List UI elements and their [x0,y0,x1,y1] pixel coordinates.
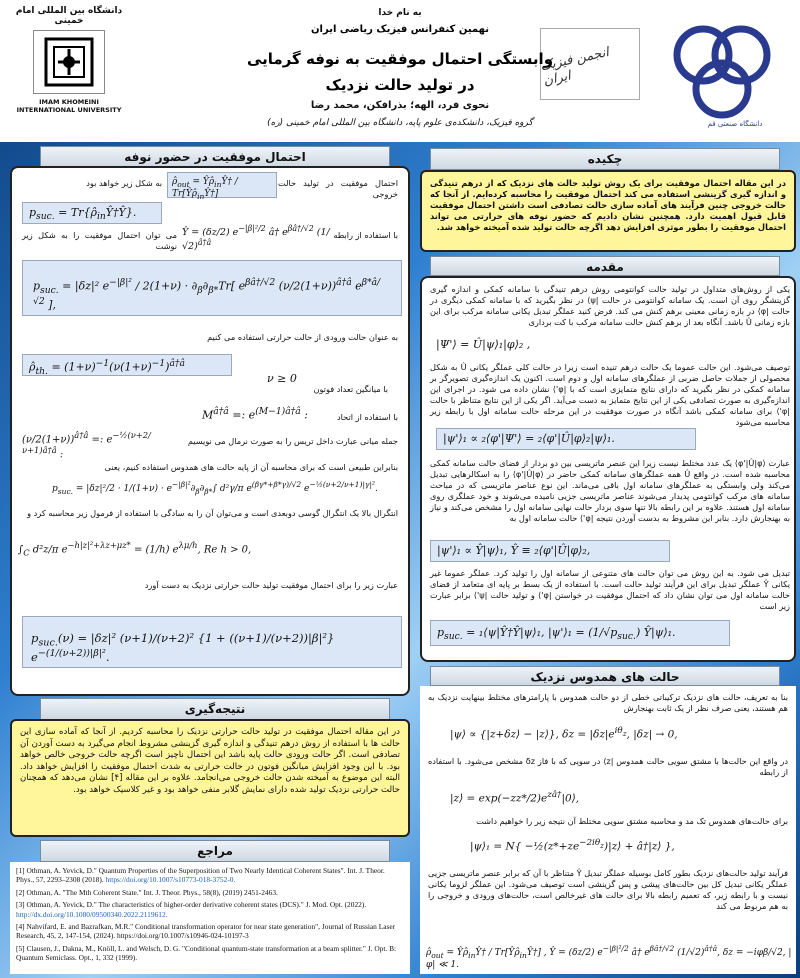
reference-1-link[interactable]: https://doi.org/10.1007/s10773-018-3752-0. [105,875,236,885]
reference-3-link[interactable]: http://dx.doi.org/10.1080/09500340.2022.2119612. [16,909,168,919]
success-text-2: با استفاده از رابطه [333,230,398,240]
conclusion-panel [10,719,410,837]
coherent-state-expression: |z⟩ = $\exp(-zz*/2)e^{zâ\dagger}|0⟩$, [450,790,580,805]
abstract-text: در این مقاله احتمال موفقیت برای یک روش تولید حالت های نزدیک که از درهم تنیدگی و اندازه گیری گزینشی استفاده می کند احتمال موفقیت را محاسبه کرده‌ایم. از آنجا که حالت خروجی چنین فرآیند های آماده سازی حالت تصادفی است داشتن احتمال موفقیت قابل قبول اهمیت دارد. همچنین نشان دادیم که حضور نوفه های حرارتی می تواند احتمال موفقیت را بطور موثری افزایش دهد اگرچه حالت تولید شده آمیخته خواهد شد. [430,178,786,232]
success-text-3: به عنوان حالت ورودی از حالت حرارتی استفاده می کنیم [207,332,398,342]
ikiu-english-name: IMAM KHOMEINI INTERNATIONAL UNIVERSITY [16,98,122,114]
output-state-relation: $\rhô_{out}$ = $Ŷ\rhô_{in}Ŷ\dagger$ / $Tr[Ŷ\rhô_{in}Ŷ\dagger]$ , Ŷ = (δz/2) $e^{-|\beta|^2/2}$ â† $e^{\beta â\dagger/√2}$ $(1/√2)^{â\dagger â}$, δz = −iφβ/√2, |φ| ≪ 1. [426,944,792,970]
ikiu-logo-block [14,6,124,134]
references-panel [10,862,410,974]
conclusion-text: در این مقاله احتمال موفقیت در تولید حالت حرارتی نزدیک را محاسبه کردیم. از آنجا که آماده سازی این حالت ها با استفاده از روش درهم تنیدگی و اندازه گیری گزینشی مشروط انجام می‌گیرد به دست آوردن آن تصادفی است. اگر حالت ورودی حالت پایه باشد این احتمال ناچیز است اگرچه حالت خروجی خالص خواهد بود. با این وجود افزایش میانگین فوتون در حالت حرارتی به شدت احتمال موفقیت را افزایش خواهد داد. البته این موضوع به آمیخته شدن حالت خروجی می‌انجامد. علاوه بر این مقاله [۴] نشان می‌دهد که همچنان حالت حرارتی نزدیک تولید شده دارای نمایش گلابر منفی خواهد بود و غیر کلاسیک خواهد بود. [20,727,400,795]
normal-order-equation: $(\nu/2(1+\nu))^{â\dagger â}$ =: $e^{-\frac{1}{2}(\nu+2/\nu+1)â\dagger â}$ : [22,430,151,461]
identity-equation: $M^{â\dagger â}$ =: $e^{(M-1)â\dagger â}$ : [202,406,308,422]
reference-5: [5] Clausen, J., Dakna, M., Knöll, L. and Welsch, D. G. "Conditional quantum-state transformation at a beam splitter." J. Opt. B: Quantum Semiclass. Opt., 1, 332 (1999). [16,943,397,963]
thermal-success-probability: $p_{suc.}(\nu) = |\delta z|^2$ (ν+1)/(ν+2)² {1 + ((ν+1)/(ν+2))|β|²} $e^{-(1/(\nu+2))|\beta|^2}$. [22,616,402,668]
thermal-state-equation: $\rhô_{th.} = (1+\nu)^{-1}(\nu(1+\nu)^{-1})^{â\dagger â}$ [22,354,232,376]
nu-condition: ν ≥ 0 [267,372,297,385]
coherent-text-1: بنا به تعریف، حالت های نزدیک ترکیباتی خطی از دو حالت همدوس با پارامترهای مختلط بینهایت نزدیک به هم هستند، یعنی صرف نظر از یک ثابت بهنجارش [428,692,788,713]
affiliation: گروه فیزیک، دانشکده‌ی علوم پایه، دانشگاه بین المللی امام خمینی (ره) [267,118,533,128]
coherent-text-4: فرآیند تولید حالت‌های نزدیک بطور کامل بوسیله عملگر تبدیل Ŷ متناظر با آن که برابر عنصر ماتریسی جزیی عملگر یکانی تبدیل کل بین حالت‌های پیشی و پس گزینشی است توصیف می‌شود. این عملگر لزوما یکانی نیست و با رابطه زیر، که تعمیم رابطه بالا برای حالت های غیرخالص است، حالت‌های ورودی و خروجی را به هم مربوط می کند [428,868,788,911]
transformation-operator-equation: |ψ'⟩₁ ∝ Ŷ|ψ⟩₁, Ŷ ≡ ₂⟨φ'|Û|φ⟩₂, [430,540,670,562]
success-text-6: جمله میانی عبارت داخل تریس را به صورت نرمال می نویسیم [187,436,398,446]
p-success-trace-equation: $p_{suc.}$ = $Tr\{\rhô_{in}Ŷ\dagger Ŷ\}$. [22,202,162,224]
intro-paragraph-4: تبدیل می شود. به این روش می توان حالت های متنوعی از سامانه اول را تولید کرد. عملگر عموما غیر یکانی Ŷ عملگر تبدیل برای این فرآیند تولید حالت است. با استفاده از یک بسط بر پایه ای متعامد از فضای حالت سامانه اول می توان نشان داد که احتمال موفقیت در خواستن |φ'⟩ و تولید حالت |ψ'⟩ برابر عبارت زیر است [430,568,790,611]
ikiu-emblem-icon [33,30,105,94]
poster-title-line-1: وابستگی احتمال موفقیت به نوفه گرمایی [246,50,554,68]
abstract-panel [420,170,796,252]
intro-paragraph-3: عبارت ⟨φ'|Û|φ⟩ یک عدد مختلط نیست زیرا این عنصر ماتریسی بین دو بردار از فضای حالت سامانه کمکی محاسبه شده است. در واقع Û همه عملگرهای سامانه کمکی حاضر در ⟨φ'|Û|φ⟩ را به اسکالرهایی تبدیل می‌کند ولی وابستگی به عملگرهای سامانه اول باقی می‌ماند. این نوع عناصر ماتریسی که در مباحث سامانه های مرکب کوانتومی پدیدار می‌شوند عناصر ماتریسی جزیی نامیده می‌شوند و خود عملگری روی سامانه اول هستند. علاوه بر این رابطه بالا تنها سوی بردار حالت نهایی سامانه اول را مشخص می‌کند و نیاز به بهنجارش دارد. بنابر این مشروط به بدست آوردن نتیجه |φ'⟩ حالت سامانه اول به [430,458,791,523]
success-section-title: احتمال موفقیت در حضور نوفه [40,146,390,168]
success-text-5: با استفاده از اتحاد [337,412,398,422]
conference-name: نهمین کنفرانس فیزیک ریاضی ایران [311,24,489,35]
near-state-result: |ψ⟩₁ = $N\{ -\frac{1}{2}(z*+ze^{-2i\theta_z})|z⟩$ + â†|z⟩ }, [470,838,675,853]
qom-university-name: دانشگاه صنعتی قم [707,120,763,128]
references-section-title: مراجع [40,840,390,862]
reference-2: [2] Othman, A. "The Mth Coherent State." Int. J. Theor. Phys., 58(8), (2019) 2451-2463. [16,887,278,897]
success-text-4: با میانگین تعداد فوتون [313,384,388,394]
p-success-expanded-equation: $p_{suc.} = |\delta z|^2$ $e^{-|\beta|^2} / 2(1+\nu) \cdot \partial_\beta\partial_{\beta*}Tr$[ $e^{\beta â\dagger/√2}$ $(\nu/2(1+\nu))^{â\dagger â}$ $e^{\beta*â/√2}$ ], [22,260,402,316]
success-text-8: انتگرال بالا یک انتگرال گوسی دوبعدی است و می‌توان آن را به سادگی با استفاده از فرمول زیر محاسبه کرد و [27,508,398,518]
coherent-section-title: حالت های همدوس نزدیک [430,666,780,686]
coherent-basis-integral: $p_{suc.} = |\delta z|^2/2 \cdot 1/(1+\nu) \cdot e^{-|\beta|^2}\partial_\beta\partial_{\beta*}\int$ d²γ/π $e^{(\beta\gamma*+\beta*\gamma)/√2}$ $e^{-\frac{1}{2}(\nu+2/\nu+1)|\gamma|^2}$. [52,480,378,496]
success-text-1b: به شکل زیر خواهد بود [86,178,162,188]
society-signature: انجمن فیزیک ایران [538,45,611,89]
bismillah: به نام خدا [378,8,422,18]
abstract-section-title: چکیده [430,148,780,170]
intro-panel [420,276,796,662]
entangled-state-equation: |Ψ'⟩ = Û|ψ⟩₁|φ⟩₂ , [436,338,531,351]
authors: نحوی فرد، الهه؛ بذرافکن، محمد رضا [310,100,490,111]
intro-paragraph-2: توصیف می‌شود. این حالت عموما یک حالت درهم تنیده است زیرا در حالت کلی عملگر یکانی Û به شکل محصولی از جملات حاصل ضربی از عملگرهای سامانه اول و دوم است. اکنون یک اندازه‌گیری تصویرگر بر سامانه کمکی در نظر بگیرید که دارای نتایج متمایزی است که با |φ'⟩ نشان داده می شود. در اجرای این اندازه‌گیری به صورت تصادفی یکی از این نتایج متمایز به دست می‌آید. اگر یکی از این نتایج متناظر با حالت |φ'⟩ برای سامانه کمکی باشد آنگاه در صورت موفقیت در این مرحله حالت سامانه اول با رابطه زیر محاسبه می‌شود [430,362,790,427]
gaussian-integral-formula: $\int_C$ d²z/π $e^{-h|z|^2+\lambda z+\mu z*} = (1/h)$ $e^{\lambda\mu/h}$, Re h > 0, [18,540,252,558]
poster-title-line-2: در تولید حالت نزدیک [325,76,475,94]
qom-university-logo [662,14,782,132]
reference-3: [3] Othman, A. Yevick, D." The characteristics of higher-order derivative coherent states (DCS)." J. Mod. Opt. (2022). http://dx.doi.org/10.1080/09500340.2022.2119612. [16,900,367,919]
coherent-text-3: برای حالت‌های همدوس تک مد و محاسبه مشتق سویی مختلط آن نتیجه زیر را خواهیم داشت [476,816,788,826]
reference-1: [1] Othman, A. Yevick, D." Quantum Properties of the Superposition of Two Nearly Identical Coherent States". Int. J. Theor. Phys., 57, 2293–2308 (2018). https://doi.org/10.1007/s10773-018-3752-0. [16,866,385,885]
success-text-2b: می توان احتمال موفقیت را به شکل زیر نوشت [22,230,177,251]
intro-paragraph-1: یکی از روش‌های متداول در تولید حالت کوانتومی روش درهم تنیدگی با سامانه کمکی و اندازه گیری گزینشگر روی آن است. یک سامانه کوانتومی در حالت |ψ⟩ در نظر بگیرید که با سامانه کمکی دیگری در حالت |φ⟩ در بازه زمانی معینی برهم کنش می کند. فرض کنید عملگر تبدیل یکانی سامانه مرکب برای این بازه زمانی Û باشد. آنگاه بعد از برهم کنش حالت سامانه مرکب با کت برداری [430,284,790,327]
conditional-state-equation: |ψ'⟩₁ ∝ ₂⟨φ'|Ψ'⟩ = ₂⟨φ'|Û|φ⟩₂|ψ⟩₁. [436,428,696,450]
output-state-equation: $\rhô_{out}$ = $Ŷ\rhô_{in}Ŷ\dagger$ / $Tr[Ŷ\rhô_{in}Ŷ\dagger]$ [167,172,277,198]
coherent-text-2: در واقع این حالت‌ها با مشتق سویی حالت همدوس |z⟩ در سویی که با فاز δz مشخص می‌شود. با استفاده از رابطه [428,756,788,777]
conclusion-section-title: نتیجه‌گیری [40,698,390,720]
reference-4: [4] Nahvifard, E. and Bazrafkan, M.R." Conditional transformation operator for near state generation", Journal of Russian Laser Research, 45, 2, 147-154, (2024). https://doi.org/10.1007/s10946-024-10197-3 [16,922,396,941]
ikiu-name: دانشگاه بین المللی امام خمینی [15,6,123,26]
success-panel [10,166,410,696]
success-text-7: بنابراین طبیعی است که برای محاسبه آن از پایه حالت های همدوس استفاده کنیم، یعنی [104,462,398,472]
near-state-definition: |ψ⟩ ∝ {|z+δz⟩ − |z⟩}, $\delta z = |\delta z|e^{i\theta_z}$, |δz| → 0, [450,726,678,741]
coherent-panel [420,686,796,974]
poster-header [0,0,800,142]
intro-section-title: مقدمه [430,256,780,276]
y-operator-equation: Ŷ = (δz/2) $e^{-|\beta|^2/2}$ â† $e^{\beta â\dagger/√2}$ $(1/√2)^{â\dagger â}$ [182,224,330,253]
success-probability-pure-equation: $p_{suc.}$ = ₁⟨ψ|Ŷ†Ŷ|ψ⟩₁, |ψ'⟩₁ = $(1/√p_{suc.})$ Ŷ|ψ⟩₁. [430,620,730,646]
success-text-10: عبارت زیر را برای احتمال موفقیت تولید حالت حرارتی نزدیک به دست آورد [144,580,398,590]
success-text-1: احتمال موفقیت در تولید حالت خروجی [278,178,398,199]
